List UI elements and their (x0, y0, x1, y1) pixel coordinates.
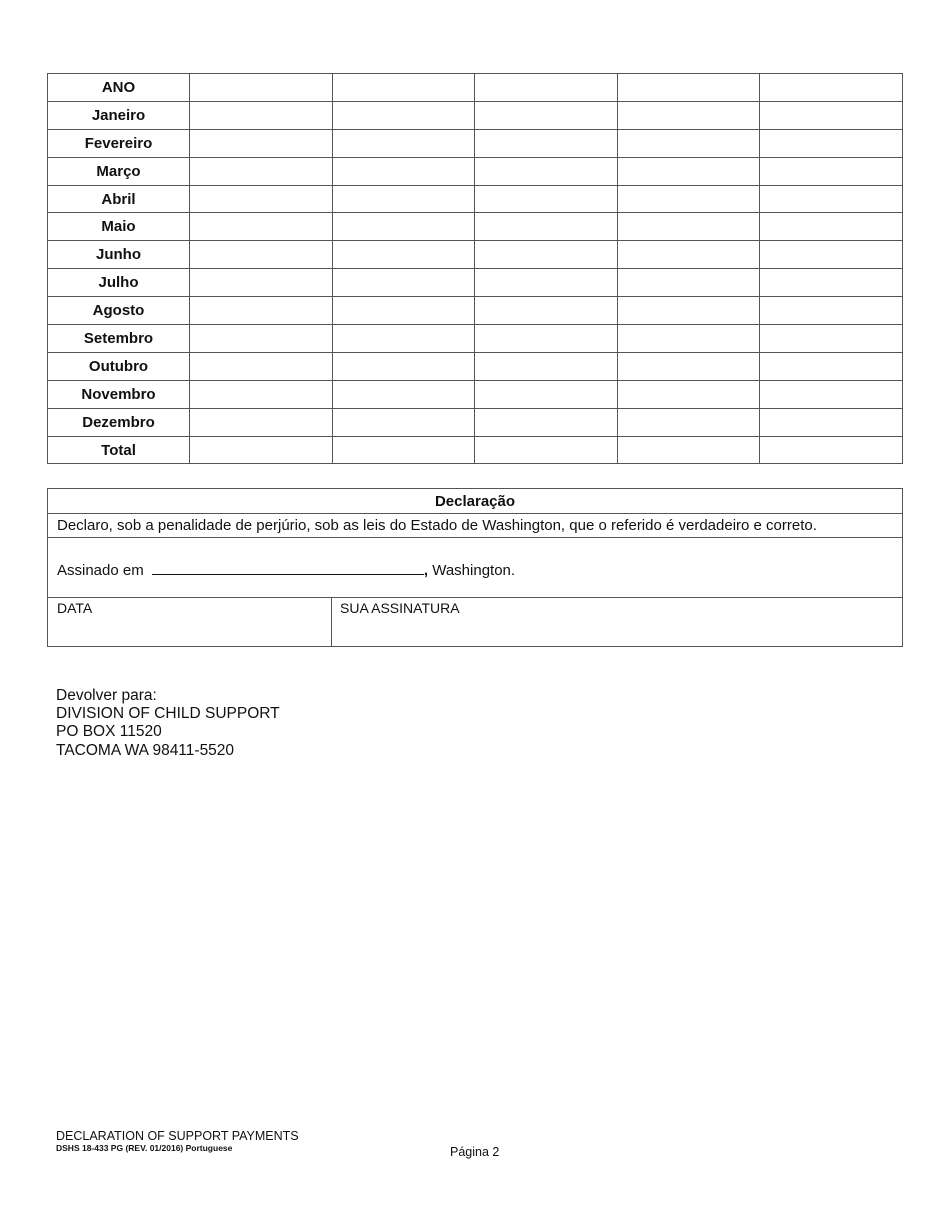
amount-input-cell[interactable] (190, 408, 333, 436)
amount-input-cell[interactable] (332, 213, 475, 241)
year-header-label: ANO (48, 74, 190, 102)
amount-input-cell[interactable] (617, 408, 760, 436)
amount-input-cell[interactable] (332, 436, 475, 464)
month-row (48, 380, 903, 408)
amount-input-cell[interactable] (760, 129, 903, 157)
amount-input-cell[interactable] (475, 352, 618, 380)
total-label: Total (48, 436, 190, 464)
payments-table-body (48, 74, 903, 464)
month-label: Junho (48, 241, 190, 269)
amount-input-cell[interactable] (617, 129, 760, 157)
amount-input-cell[interactable] (475, 157, 618, 185)
signed-at-row (48, 538, 902, 598)
amount-input-cell[interactable] (617, 269, 760, 297)
year-input-cell[interactable] (760, 74, 903, 102)
amount-input-cell[interactable] (760, 241, 903, 269)
amount-input-cell[interactable] (617, 101, 760, 129)
amount-input-cell[interactable] (332, 352, 475, 380)
date-label: DATA (57, 600, 93, 616)
month-label: Setembro (48, 325, 190, 353)
signed-at-label: Assinado em (57, 562, 144, 579)
month-row (48, 408, 903, 436)
amount-input-cell[interactable] (760, 185, 903, 213)
month-row (48, 213, 903, 241)
date-field[interactable] (48, 598, 332, 646)
amount-input-cell[interactable] (475, 436, 618, 464)
signed-at-state: Washington. (428, 562, 516, 579)
month-label: Março (48, 157, 190, 185)
amount-input-cell[interactable] (475, 241, 618, 269)
month-row (48, 241, 903, 269)
amount-input-cell[interactable] (332, 325, 475, 353)
page-number: Página 2 (450, 1145, 500, 1159)
declaration-title: Declaração (48, 489, 902, 514)
return-address-line-1: DIVISION OF CHILD SUPPORT (56, 705, 280, 723)
amount-input-cell[interactable] (475, 185, 618, 213)
form-title: DECLARATION OF SUPPORT PAYMENTS (56, 1129, 299, 1143)
amount-input-cell[interactable] (190, 101, 333, 129)
amount-input-cell[interactable] (475, 269, 618, 297)
amount-input-cell[interactable] (617, 241, 760, 269)
amount-input-cell[interactable] (760, 436, 903, 464)
month-row (48, 157, 903, 185)
month-row (48, 297, 903, 325)
amount-input-cell[interactable] (332, 157, 475, 185)
amount-input-cell[interactable] (760, 157, 903, 185)
amount-input-cell[interactable] (190, 185, 333, 213)
amount-input-cell[interactable] (332, 297, 475, 325)
month-label: Outubro (48, 352, 190, 380)
amount-input-cell[interactable] (332, 408, 475, 436)
amount-input-cell[interactable] (332, 185, 475, 213)
month-label: Agosto (48, 297, 190, 325)
month-label: Julho (48, 269, 190, 297)
return-address-line-2: PO BOX 11520 (56, 723, 162, 741)
month-row (48, 129, 903, 157)
amount-input-cell[interactable] (760, 269, 903, 297)
month-label: Maio (48, 213, 190, 241)
amount-input-cell[interactable] (617, 325, 760, 353)
amount-input-cell[interactable] (475, 380, 618, 408)
amount-input-cell[interactable] (332, 380, 475, 408)
signed-at-comma: , (423, 562, 429, 579)
amount-input-cell[interactable] (190, 380, 333, 408)
amount-input-cell[interactable] (760, 101, 903, 129)
declaration-statement: Declaro, sob a penalidade de perjúrio, sob as leis do Estado de Washington, que o referido é verdadeiro e correto. (48, 514, 902, 538)
month-row (48, 269, 903, 297)
year-input-cell[interactable] (190, 74, 333, 102)
payments-table (47, 73, 903, 464)
month-row (48, 352, 903, 380)
month-label: Novembro (48, 380, 190, 408)
amount-input-cell[interactable] (190, 352, 333, 380)
amount-input-cell[interactable] (190, 325, 333, 353)
amount-input-cell[interactable] (190, 269, 333, 297)
amount-input-cell[interactable] (617, 380, 760, 408)
amount-input-cell[interactable] (190, 129, 333, 157)
amount-input-cell[interactable] (760, 213, 903, 241)
amount-input-cell[interactable] (617, 185, 760, 213)
amount-input-cell[interactable] (190, 436, 333, 464)
amount-input-cell[interactable] (475, 213, 618, 241)
month-row (48, 325, 903, 353)
amount-input-cell[interactable] (190, 157, 333, 185)
amount-input-cell[interactable] (760, 380, 903, 408)
footer-form-info (56, 1129, 299, 1153)
month-label: Dezembro (48, 408, 190, 436)
month-label: Abril (48, 185, 190, 213)
month-label: Janeiro (48, 101, 190, 129)
return-address (56, 687, 280, 760)
amount-input-cell[interactable] (475, 408, 618, 436)
year-input-cell[interactable] (617, 74, 760, 102)
return-to-label: Devolver para: (56, 687, 157, 704)
amount-input-cell[interactable] (760, 408, 903, 436)
year-input-cell[interactable] (475, 74, 618, 102)
amount-input-cell[interactable] (760, 352, 903, 380)
table-header-row (48, 74, 903, 102)
signature-field[interactable] (332, 598, 902, 646)
amount-input-cell[interactable] (475, 325, 618, 353)
amount-input-cell[interactable] (475, 129, 618, 157)
signature-label: SUA ASSINATURA (340, 600, 460, 616)
amount-input-cell[interactable] (475, 101, 618, 129)
date-signature-row (48, 598, 902, 646)
month-row (48, 101, 903, 129)
month-row (48, 185, 903, 213)
amount-input-cell[interactable] (190, 241, 333, 269)
month-label: Fevereiro (48, 129, 190, 157)
amount-input-cell[interactable] (332, 269, 475, 297)
amount-input-cell[interactable] (617, 436, 760, 464)
amount-input-cell[interactable] (190, 213, 333, 241)
amount-input-cell[interactable] (760, 325, 903, 353)
amount-input-cell[interactable] (332, 101, 475, 129)
year-input-cell[interactable] (332, 74, 475, 102)
amount-input-cell[interactable] (332, 129, 475, 157)
form-code: DSHS 18-433 PG (REV. 01/2016) Portuguese (56, 1143, 233, 1153)
amount-input-cell[interactable] (617, 352, 760, 380)
signed-at-wrap (57, 560, 515, 579)
amount-input-cell[interactable] (475, 297, 618, 325)
amount-input-cell[interactable] (190, 297, 333, 325)
declaration-box (47, 488, 903, 647)
return-address-line-3: TACOMA WA 98411-5520 (56, 741, 235, 759)
amount-input-cell[interactable] (617, 297, 760, 325)
amount-input-cell[interactable] (760, 297, 903, 325)
amount-input-cell[interactable] (617, 213, 760, 241)
total-row (48, 436, 903, 464)
signed-at-field[interactable] (152, 560, 424, 575)
amount-input-cell[interactable] (332, 241, 475, 269)
amount-input-cell[interactable] (617, 157, 760, 185)
